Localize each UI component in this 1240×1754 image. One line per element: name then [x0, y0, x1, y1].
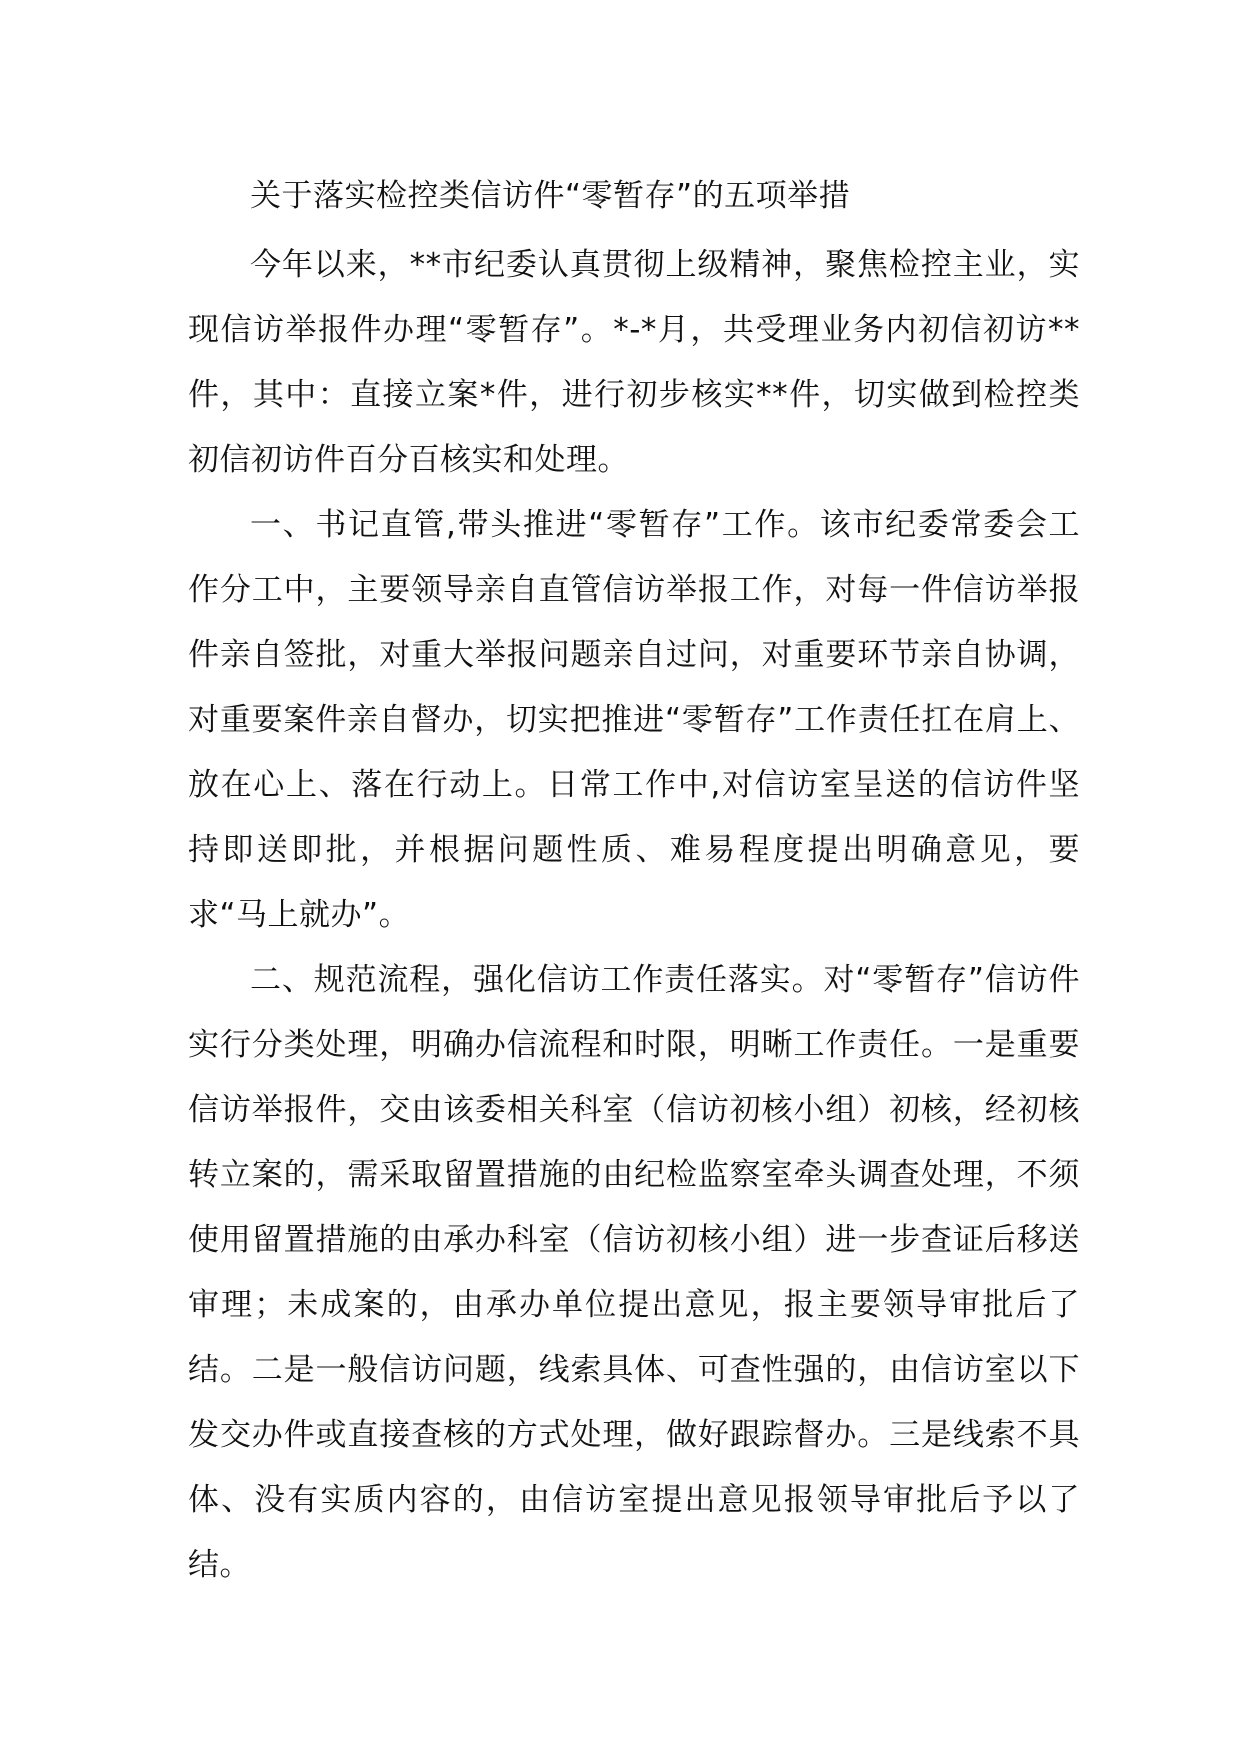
paragraph-measure-1: 一、书记直管,带头推进“零暂存”工作。该市纪委常委会工作分工中，主要领导亲自直管信访举报工作，对每一件信访举报件亲自签批，对重大举报问题亲自过问，对重要环节亲自协调，对重要案件亲自督办，切实把推进“零暂存”工作责任扛在肩上、放在心上、落在行动上。日常工作中,对信访室呈送的信访件坚持即送即批，并根据问题性质、难易程度提出明确意见，要求“马上就办”。 — [188, 507, 1080, 933]
paragraph-measure-2: 二、规范流程，强化信访工作责任落实。对“零暂存”信访件实行分类处理，明确办信流程和时限，明晰工作责任。一是重要信访举报件，交由该委相关科室（信访初核小组）初核，经初核转立案的，需采取留置措施的由纪检监察室牵头调查处理，不须使用留置措施的由承办科室（信访初核小组）进一步查证后移送审理；未成案的，由承办单位提出意见，报主要领导审批后了结。二是一般信访问题，线索具体、可查性强的，由信访室以下发交办件或直接查核的方式处理，做好跟踪督办。三是线索不具体、没有实质内容的，由信访室提出意见报领导审批后予以了结。 — [188, 962, 1080, 1583]
document-title: 关于落实检控类信访件“零暂存”的五项举措 — [250, 178, 851, 214]
document-body — [188, 233, 1080, 1598]
paragraph-intro: 今年以来，**市纪委认真贯彻上级精神，聚焦检控主业，实现信访举报件办理“零暂存”。*-*月，共受理业务内初信初访**件，其中：直接立案*件，进行初步核实**件，切实做到检控类初信初访件百分百核实和处理。 — [188, 247, 1080, 478]
